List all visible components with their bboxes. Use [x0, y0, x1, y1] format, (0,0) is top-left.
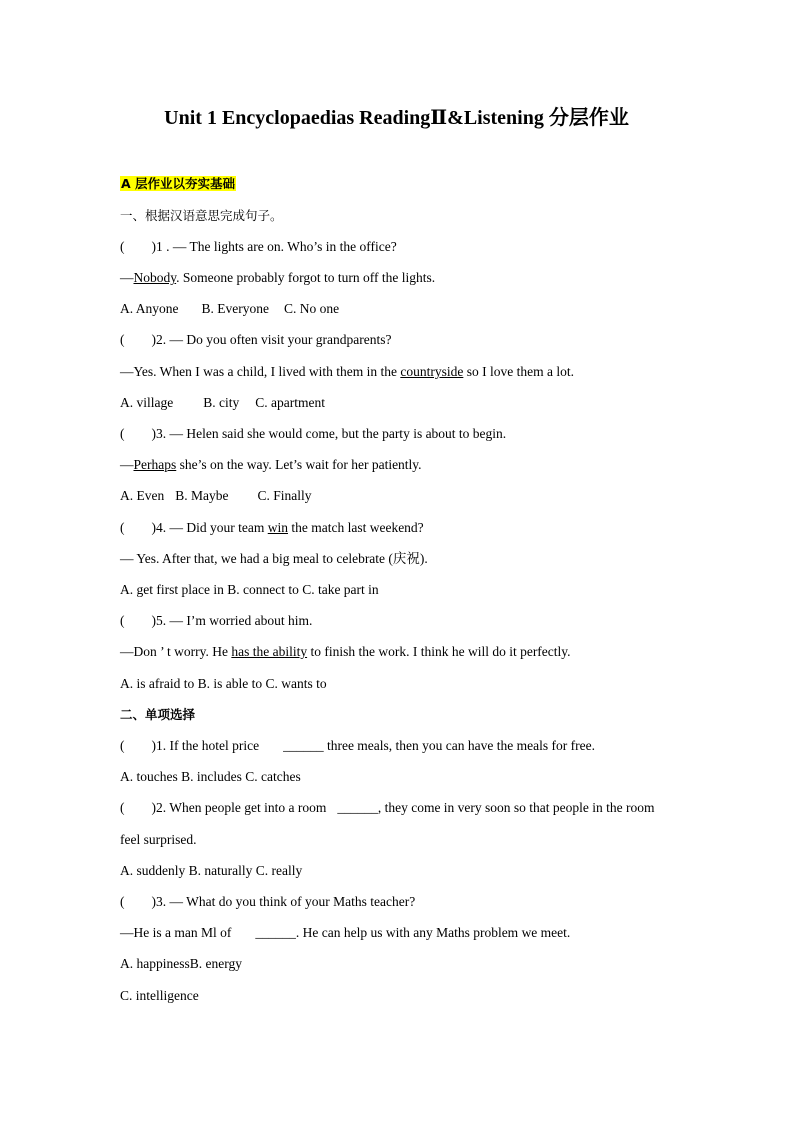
question-paren: (: [120, 332, 125, 347]
underlined-word: win: [267, 520, 288, 535]
question-suffix: , they come in very soon so that people in the room: [377, 800, 655, 815]
question-text: )2. When people get into a room: [151, 800, 327, 815]
underlined-word: countryside: [400, 364, 464, 379]
question-text: )3. — What do you think of your Maths teacher?: [151, 894, 416, 909]
question-line: [120, 737, 595, 755]
options-line: A. happinessB. energy: [120, 956, 242, 971]
question-suffix: three meals, then you can have the meals for free.: [323, 738, 595, 753]
question-paren: (: [120, 613, 125, 628]
option-a: A. Even: [120, 488, 165, 503]
answer-line: — Yes. After that, we had a big meal to celebrate (庆祝).: [120, 551, 428, 566]
option-c: C. No one: [283, 301, 340, 316]
underlined-word: Nobody: [133, 270, 177, 285]
question-line: [120, 331, 391, 349]
answer-line: [120, 269, 435, 287]
question-paren: (: [120, 426, 125, 441]
answer-blank: ______: [255, 925, 296, 940]
underlined-phrase: has the ability: [231, 644, 308, 659]
question-text: )5. — I’m worried about him.: [151, 613, 313, 628]
answer-line: [120, 363, 574, 381]
answer-blank: ______: [337, 800, 378, 815]
option-a: A. Anyone: [120, 301, 179, 316]
option-c: C. apartment: [255, 395, 325, 410]
part1-heading: 一、根据汉语意思完成句子。: [120, 208, 283, 223]
answer-prefix: —: [120, 457, 134, 472]
question-text: )1 . — The lights are on. Who’s in the office?: [151, 239, 397, 254]
question-text: )2. — Do you often visit your grandparents?: [151, 332, 392, 347]
question-paren: (: [120, 239, 125, 254]
section-a-heading: [120, 175, 236, 193]
options-line: A. suddenly B. naturally C. really: [120, 863, 303, 878]
options-line: [120, 300, 339, 318]
question-line: [120, 612, 312, 630]
question-line: [120, 799, 655, 817]
answer-suffix: . He can help us with any Maths problem we meet.: [295, 925, 571, 940]
page-title: Unit 1 Encyclopaedias ReadingⅡ&Listening 分层作业: [164, 107, 629, 129]
underlined-word: Perhaps: [133, 457, 177, 472]
answer-suffix: to finish the work. I think he will do it perfectly.: [307, 644, 571, 659]
options-line: C. intelligence: [120, 988, 199, 1003]
answer-blank: ______: [283, 738, 324, 753]
answer-prefix: —Yes. When I was a child, I lived with them in the: [120, 364, 401, 379]
part2-heading: 二、单项选择: [120, 707, 196, 722]
answer-line: [120, 643, 571, 661]
answer-prefix: —Don ’ t worry. He: [120, 644, 232, 659]
answer-line: [120, 456, 422, 474]
question-paren: (: [120, 800, 125, 815]
option-a: A. village: [120, 395, 174, 410]
options-line: [120, 487, 312, 505]
answer-suffix: so I love them a lot.: [463, 364, 574, 379]
question-text: )3. — Helen said she would come, but the party is about to begin.: [151, 426, 507, 441]
option-c: C. Finally: [257, 488, 312, 503]
option-b: B. Everyone: [201, 301, 269, 316]
answer-line: [120, 924, 570, 942]
options-line: A. get first place in B. connect to C. take part in: [120, 582, 379, 597]
answer-suffix: she’s on the way. Let’s wait for her patiently.: [176, 457, 422, 472]
answer-prefix: —He is a man Ml of: [120, 925, 232, 940]
question-line: [120, 519, 424, 537]
option-b: B. Maybe: [175, 488, 229, 503]
question-paren: (: [120, 738, 125, 753]
section-a-label: A 层作业以夯实基础: [121, 176, 236, 191]
question-text: )4. — Did your team: [151, 520, 268, 535]
options-line: A. is afraid to B. is able to C. wants to: [120, 676, 327, 691]
option-b: B. city: [203, 395, 240, 410]
question-line: [120, 425, 506, 443]
answer-prefix: —: [120, 270, 134, 285]
question-suffix: the match last weekend?: [287, 520, 424, 535]
question-line: [120, 893, 415, 911]
question-text: )1. If the hotel price: [151, 738, 260, 753]
options-line: [120, 394, 325, 412]
question-continuation: feel surprised.: [120, 832, 197, 847]
question-paren: (: [120, 520, 125, 535]
question-line: [120, 238, 397, 256]
question-paren: (: [120, 894, 125, 909]
options-line: A. touches B. includes C. catches: [120, 769, 301, 784]
answer-suffix: . Someone probably forgot to turn off the lights.: [176, 270, 436, 285]
